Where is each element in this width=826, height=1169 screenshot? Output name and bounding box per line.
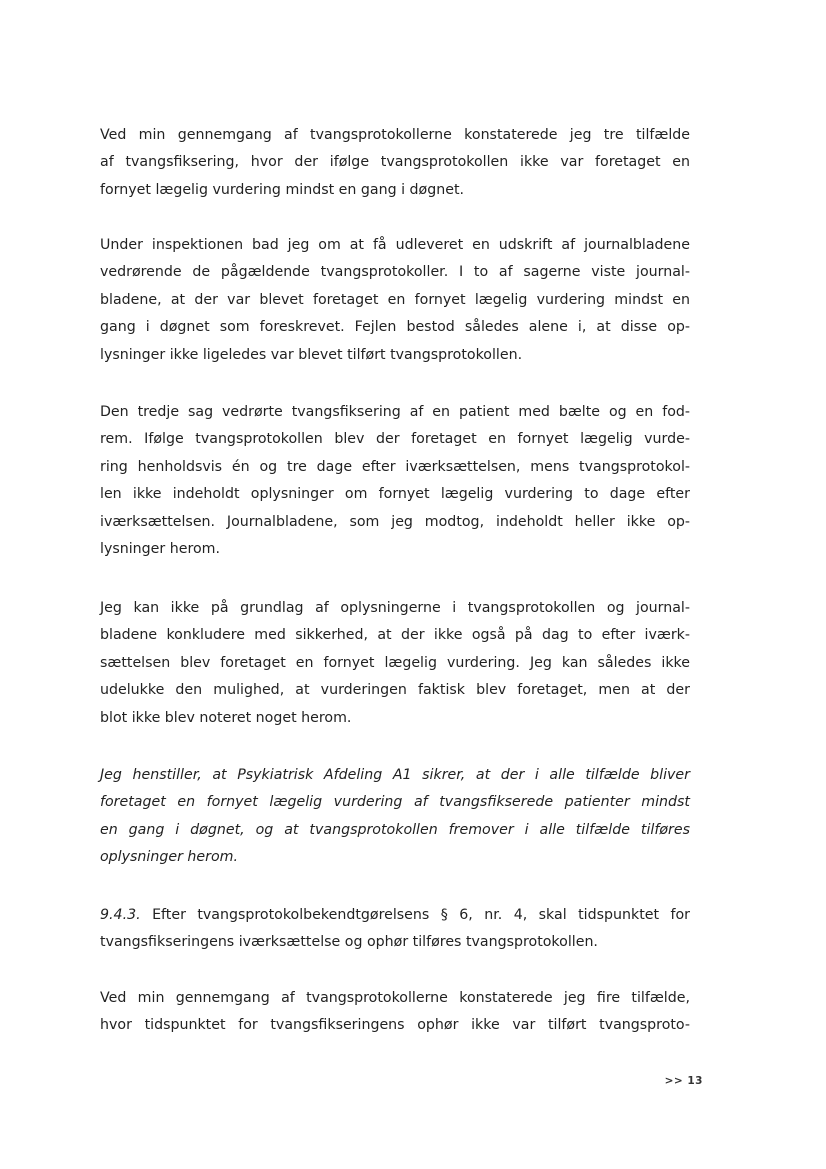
section-9-4-3-paragraph bbox=[100, 902, 690, 957]
paragraph-line: gang i døgnet som foreskrevet. Fejlen bestod således alene i, at disse op- bbox=[100, 319, 690, 336]
paragraph-line: en gang i døgnet, og at tvangsprotokollen fremover i alle tilfælde tilføres bbox=[100, 821, 690, 838]
paragraph-line: Ved min gennemgang af tvangsprotokollerne konstaterede jeg tre tilfælde bbox=[100, 127, 690, 143]
paragraph-line: iværksættelsen. Journalbladene, som jeg modtog, indeholdt heller ikke op- bbox=[100, 513, 690, 530]
paragraph-line: foretaget en fornyet lægelig vurdering af tvangsfikserede patienter mindst bbox=[100, 794, 690, 811]
paragraph-line: fornyet lægelig vurdering mindst en gang i døgnet. bbox=[100, 181, 465, 198]
paragraph-line: Den tredje sag vedrørte tvangsfiksering af en patient med bælte og en fod- bbox=[100, 404, 690, 420]
paragraph-line: Jeg kan ikke på grundlag af oplysningerne i tvangsprotokollen og journal- bbox=[100, 600, 690, 616]
paragraph-line: len ikke indeholdt oplysninger om fornyet lægelig vurdering to dage efter bbox=[100, 486, 690, 503]
paragraph-line: sættelsen blev foretaget en fornyet lægelig vurdering. Jeg kan således ikke bbox=[100, 654, 690, 671]
paragraph-3 bbox=[100, 399, 690, 563]
paragraph-7 bbox=[100, 985, 690, 1040]
paragraph-2 bbox=[100, 232, 690, 369]
paragraph-line: lysninger ikke ligeledes var blevet tilført tvangsprotokollen. bbox=[100, 346, 523, 363]
paragraph-line bbox=[100, 902, 690, 929]
paragraph-line: vedrørende de pågældende tvangsprotokoller. I to af sagerne viste journal- bbox=[100, 264, 690, 281]
paragraph-line: udelukke den mulighed, at vurderingen faktisk blev foretaget, men at der bbox=[100, 682, 690, 699]
paragraph-line: af tvangsfiksering, hvor der ifølge tvangsprotokollen ikke var foretaget en bbox=[100, 154, 690, 171]
paragraph-line: rem. Ifølge tvangsprotokollen blev der foretaget en fornyet lægelig vurde- bbox=[100, 431, 690, 448]
paragraph-line: hvor tidspunktet for tvangsfikseringens ophør ikke var tilført tvangsproto- bbox=[100, 1017, 690, 1034]
paragraph-line: lysninger herom. bbox=[100, 540, 220, 557]
paragraph-line: Under inspektionen bad jeg om at få udleveret en udskrift af journalbladene bbox=[100, 237, 690, 253]
paragraph-1 bbox=[100, 122, 690, 204]
page-number: >> 13 bbox=[664, 1075, 703, 1087]
paragraph-line: tvangsfikseringens iværksættelse og ophør tilføres tvangsprotokollen. bbox=[100, 934, 598, 951]
paragraph-line: bladene, at der var blevet foretaget en fornyet lægelig vurdering mindst en bbox=[100, 291, 690, 308]
paragraph-line: Ved min gennemgang af tvangsprotokollerne konstaterede jeg fire tilfælde, bbox=[100, 990, 690, 1006]
paragraph-line: bladene konkludere med sikkerhed, at der ikke også på dag to efter iværk- bbox=[100, 627, 690, 644]
section-number: 9.4.3. bbox=[100, 907, 141, 923]
paragraph-line: oplysninger herom. bbox=[100, 849, 238, 866]
paragraph-line: blot ikke blev noteret noget herom. bbox=[100, 709, 352, 726]
paragraph-line: Jeg henstiller, at Psykiatrisk Afdeling A1 sikrer, at der i alle tilfælde bliver bbox=[100, 767, 690, 783]
paragraph-line: ring henholdsvis én og tre dage efter iværksættelsen, mens tvangsprotokol- bbox=[100, 458, 690, 475]
paragraph-4 bbox=[100, 595, 690, 732]
recommendation-paragraph bbox=[100, 762, 690, 872]
section-line-text: Efter tvangsprotokolbekendtgørelsens § 6, nr. 4, skal tidspunktet for bbox=[152, 907, 691, 923]
